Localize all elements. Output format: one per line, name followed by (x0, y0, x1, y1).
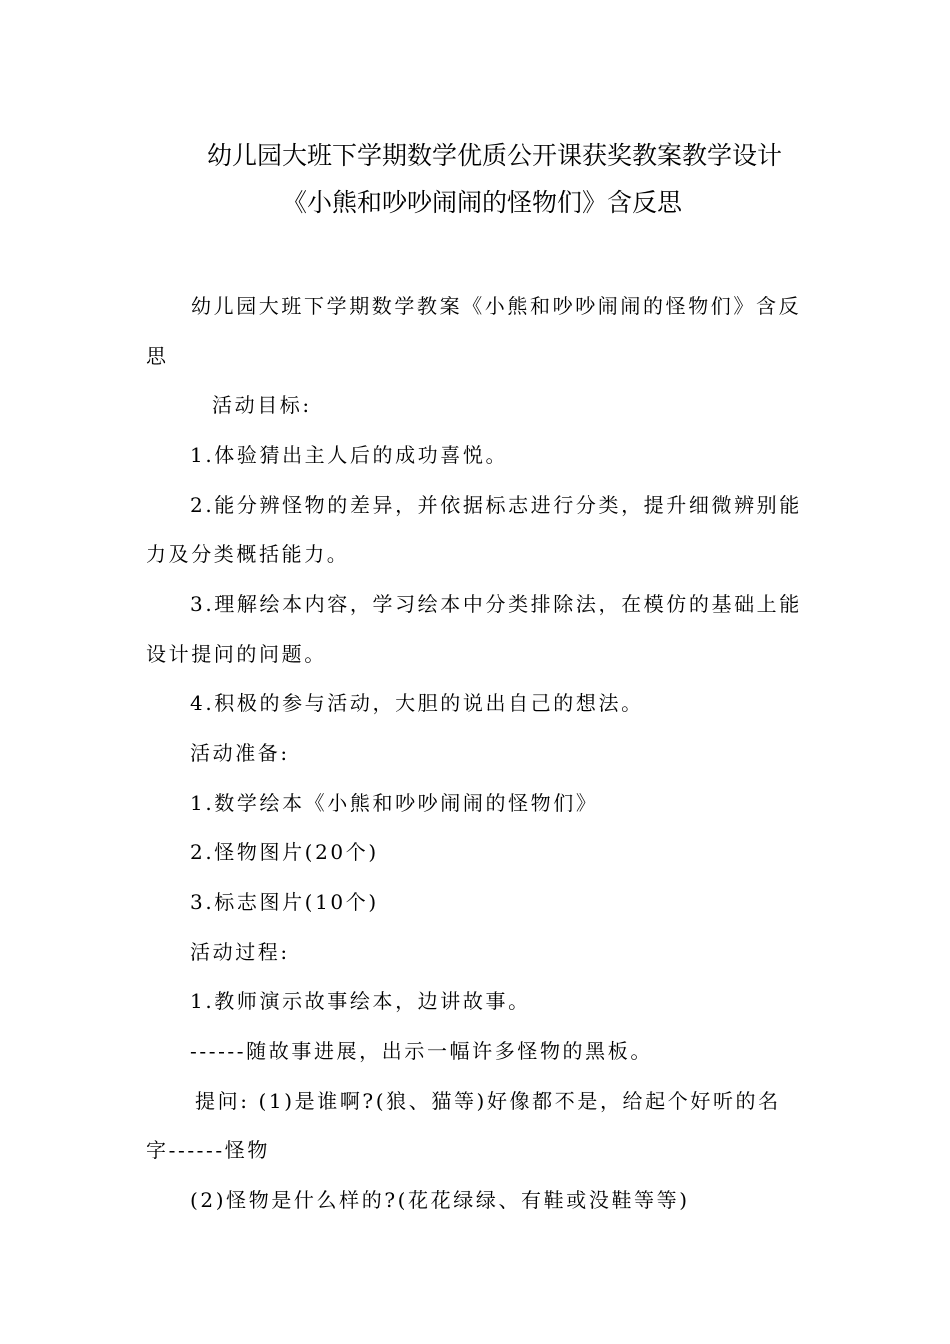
paragraph-line: 思 (146, 344, 169, 368)
paragraph-line: 1.教师演示故事绘本，边讲故事。 (190, 989, 531, 1013)
paragraph-line: 1.数学绘本《小熊和吵吵闹闹的怪物们》 (190, 791, 599, 815)
paragraph-line: ------随故事进展，出示一幅许多怪物的黑板。 (190, 1039, 653, 1063)
paragraph-line: 设计提问的问题。 (146, 642, 327, 666)
paragraph-line: 提问: (1)是谁啊?(狼、猫等)好像都不是，给起个好听的名 (195, 1089, 781, 1113)
paragraph-line: 2.怪物图片(20个) (190, 840, 379, 864)
paragraph-line: 活动目标: (212, 393, 312, 417)
paragraph-line: 1.体验猜出主人后的成功喜悦。 (190, 443, 509, 467)
paragraph-line: 字------怪物 (146, 1138, 270, 1162)
paragraph-line: (2)怪物是什么样的?(花花绿绿、有鞋或没鞋等等) (190, 1188, 690, 1212)
paragraph-line: 3.标志图片(10个) (190, 890, 379, 914)
paragraph-line: 4.积极的参与活动，大胆的说出自己的想法。 (190, 691, 644, 715)
document-title-line-1: 幼儿园大班下学期数学优质公开课获奖教案教学设计 (207, 141, 783, 170)
paragraph-line: 活动过程: (190, 940, 290, 964)
document-title-line-2: 《小熊和吵吵闹闹的怪物们》含反思 (282, 188, 683, 217)
paragraph-line: 幼儿园大班下学期数学教案《小熊和吵吵闹闹的怪物们》含反 (191, 294, 802, 318)
paragraph-line: 2.能分辨怪物的差异，并依据标志进行分类，提升细微辨别能 (190, 493, 802, 517)
paragraph-line: 活动准备: (190, 741, 290, 765)
paragraph-line: 力及分类概括能力。 (146, 542, 350, 566)
paragraph-line: 3.理解绘本内容，学习绘本中分类排除法，在模仿的基础上能 (190, 592, 802, 616)
